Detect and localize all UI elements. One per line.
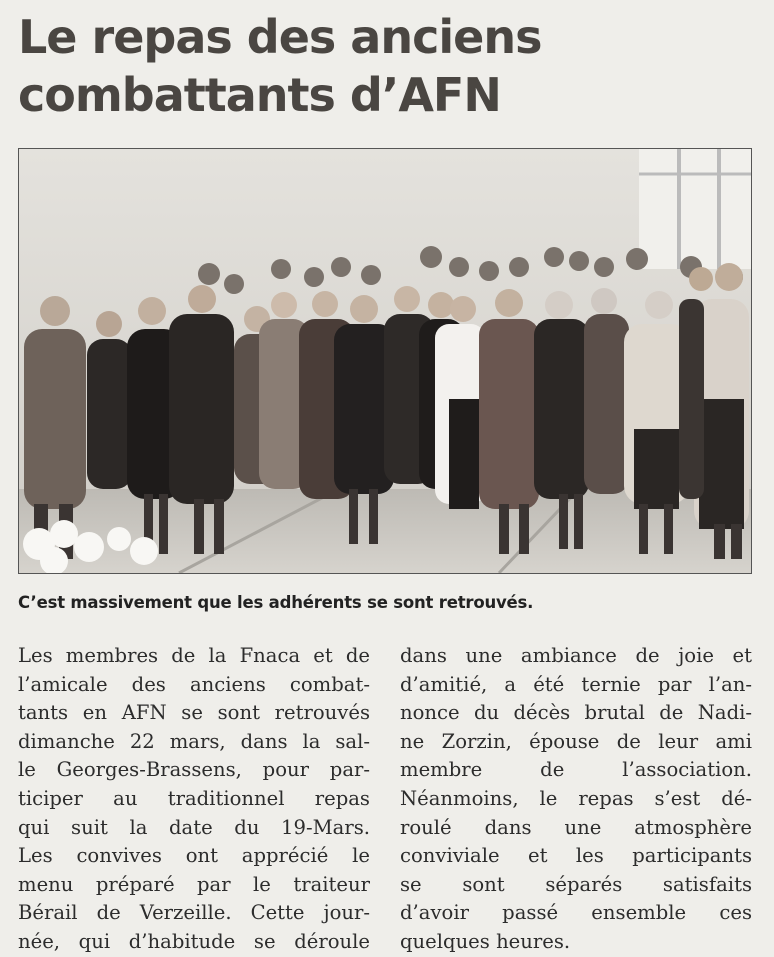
article-right-column [400, 642, 752, 957]
article-line: Néanmoins, le repas s’est dé- [400, 786, 752, 810]
article-line: ticiper au traditionnel repas [18, 786, 370, 810]
article-line: d’amitié, a été ternie par l’an- [400, 672, 752, 696]
article-line: Bérail de Verzeille. Cette jour- [18, 901, 370, 925]
group-photo [18, 148, 752, 574]
article-line: qui suit la date du 19-Mars. [18, 815, 370, 839]
article-line: se sont séparés satisfaits [400, 872, 752, 896]
article-line: conviviale et les participants [400, 844, 752, 868]
headline [18, 8, 758, 124]
photo-caption: C’est massivement que les adhérents se sont retrouvés. [18, 593, 534, 612]
article-line: nonce du décès brutal de Nadi- [400, 701, 752, 725]
article-line: menu préparé par le traiteur [18, 872, 370, 896]
article-line: née, qui d’habitude se déroule [18, 929, 370, 953]
headline-line-1: Le repas des anciens [18, 10, 542, 64]
article-line: dimanche 22 mars, dans la sal- [18, 729, 370, 753]
headline-line-2: combattants d’AFN [18, 68, 501, 122]
article-left-column [18, 642, 370, 957]
article-line: le Georges-Brassens, pour par- [18, 758, 370, 782]
group-photo-illustration [19, 149, 751, 573]
article-line: d’avoir passé ensemble ces [400, 901, 752, 925]
article-line: membre de l’association. [400, 758, 752, 782]
article-line: dans une ambiance de joie et [400, 644, 752, 667]
article-line: Les membres de la Fnaca et de [18, 644, 370, 667]
article-line: Les convives ont apprécié le [18, 844, 370, 868]
article-line: roulé dans une atmosphère [400, 815, 752, 839]
article-line: l’amicale des anciens combat- [18, 672, 370, 696]
article-line: ne Zorzin, épouse de leur ami [400, 729, 752, 753]
article-line: tants en AFN se sont retrouvés [18, 701, 370, 725]
article-line: quelques heures. [400, 929, 571, 953]
